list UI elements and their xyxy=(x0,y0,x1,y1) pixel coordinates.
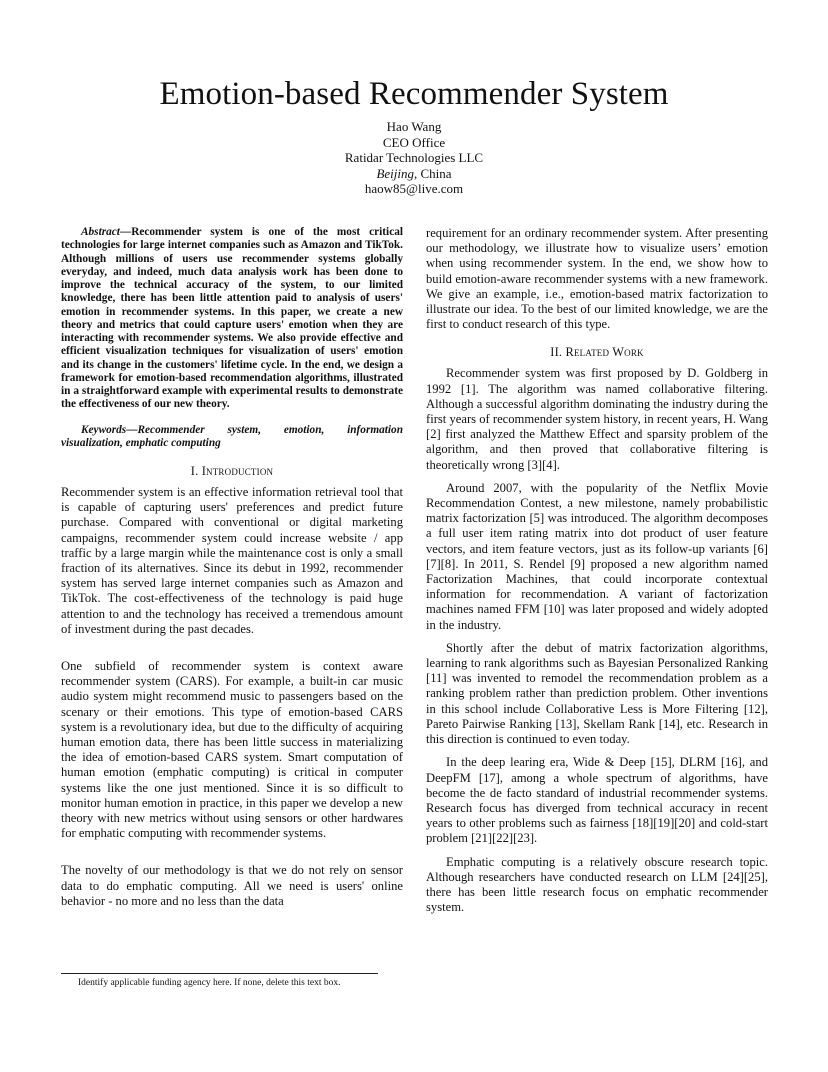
author-email: haow85@live.com xyxy=(364,181,464,197)
keywords-label: Keywords xyxy=(81,423,127,436)
related-paragraph-4: In the deep learing era, Wide & Deep [15], DLRM [16], and DeepFM [17], among a whole spectrum of algorithms, have become the de facto standard of industrial recommender systems. Research focus has diverged from technical accuracy in recent years to other problems such as fairness [18][19][20] and cold-start problem [21][22][23]. xyxy=(426,755,768,846)
related-paragraph-1: Recommender system was first proposed by D. Goldberg in 1992 [1]. The algorithm was named collaborative filtering. Although a successful algorithm dominating the industry during the first years of recommender system history, in recent years, H. Wang [2] first analyzed the Matthew Effect and sparsity problem of the algorithm, and then proved that collaborative filtering is theoretically wrong [3][4]. xyxy=(426,366,768,472)
related-paragraph-5: Emphatic computing is a relatively obscure research topic. Although researchers have conducted research on LLM [24][25], there has been little research focus on emphatic recommender system. xyxy=(426,854,768,915)
section-heading-related-work xyxy=(426,345,768,360)
author-block xyxy=(0,119,828,197)
abstract-text: Recommender system is one of the most critical technologies for large internet companies such as Amazon and TikTok. Although millions of users use recommender systems globally everyday, and indeed, much data analysis work has been done to improve the technical accuracy of the system, to our limited knowledge, there has been little attention paid to analysis of users' emotion in recommender systems. In this paper, we create a new theory and metrics that could capture users' emotion when they are interacting with recommender systems. We also provide effective and efficient visualization techniques for visualization of users' emotion and its change in the customers' lifetime cycle. In the end, we design a framework for emotion-based recommendation algorithms, illustrated in a straightforward example with experimental results to demonstrate the effectiveness of our new theory. xyxy=(61,226,403,411)
author-city: Beijing xyxy=(376,165,414,181)
abstract-label: Abstract xyxy=(81,226,120,238)
intro-paragraph-3: The novelty of our methodology is that we do not rely on sensor data to do emphatic computing. All we need is users' online behavior - no more and no less than the data xyxy=(61,863,403,908)
related-paragraph-3: Shortly after the debut of matrix factorization algorithms, learning to rank algorithms such as Bayesian Personalized Ranking [11] was invented to remodel the recommendation problem as a ranking problem rather than prediction problem. Other inventions in this school include Collaborative Less is More Filtering [12], Pareto Pairwise Ranking [13], Skellam Rank [14], etc. Research in this direction is continued to even today. xyxy=(426,640,768,747)
intro-paragraph-2: One subfield of recommender system is context aware recommender system (CARS). For example, a built-in car music audio system might recommend music to passengers based on the scenary or their emotions. This type of emotion-based CARS system is a revolutionary idea, but due to the difficulty of acquiring human emotion data, there has been little success in materializing the idea of emotion-based CARS system. Smart computation of human emotion (emphatic computing) is critical in computer systems like the one just mentioned. Since it is so difficult to monitor human emotion in practice, in this paper we develop a new theory with new metrics without using sensors or other hardwares for emphatic computing with recommender systems. xyxy=(61,659,403,841)
section-number: I. xyxy=(190,464,199,478)
keywords xyxy=(61,424,403,451)
author-dept: CEO Office xyxy=(382,134,446,150)
funding-footnote: Identify applicable funding agency here. If none, delete this text box. xyxy=(78,978,341,988)
abstract-dash: — xyxy=(119,226,132,238)
author-country: , China xyxy=(413,165,452,181)
footnote-divider xyxy=(61,973,378,974)
section-title: Related Work xyxy=(565,345,644,360)
abstract xyxy=(61,226,403,412)
section-title: Introduction xyxy=(201,464,274,478)
intro-paragraph-continuation: requirement for an ordinary recommender system. After presenting our methodology, we illustrate how to visualize users’ emotion when using recommender system. In the end, we show how to build emotion-aware recommender systems with a new framework. We give an example, i.e., emotion-based matrix factorization to illustrate our idea. To the best of our limited knowledge, we are the first to conduct research of this type. xyxy=(426,226,768,332)
author-location xyxy=(0,166,828,182)
section-heading-introduction xyxy=(61,464,403,479)
author-org: Ratidar Technologies LLC xyxy=(344,150,484,166)
related-paragraph-2: Around 2007, with the popularity of the Netflix Movie Recommendation Contest, a new milestone, namely probabilistic matrix factorization [5] was introduced. The algorithm decomposes a full user item rating matrix into dot product of user feature vectors, and item feature vectors, just as its follow-up variants [6][7][8]. In 2011, S. Rendel [9] proposed a new algorithm named Factorization Machines, that could incorporate contextual information for recommendation. A variant of factorization machines named FFM [10] was later proposed and widely adopted in the industry. xyxy=(426,480,768,632)
left-column xyxy=(61,226,403,909)
author-name: Hao Wang xyxy=(386,119,442,134)
right-column xyxy=(426,226,768,915)
paper-title: Emotion-based Recommender System xyxy=(159,76,669,112)
intro-paragraph-1: Recommender system is an effective information retrieval tool that is capable of capturing users' preferences and predict future purchase. Compared with conventional or digital marketing campaigns, recommender system could increase website / app traffic by a large margin while the maintenance cost is only a small fraction of its alternatives. Since its debut in 1992, recommender system has served large internet companies such as Amazon and TikTok. The cost-effectiveness of the technology is paid huge attention to and the technology has received a tremendous amount of investment during the past decades. xyxy=(61,485,403,636)
keywords-dash: — xyxy=(126,423,138,436)
keywords-text: Recommender system, emotion, information visualization, emphatic computing xyxy=(61,423,403,449)
section-number: II. xyxy=(550,345,563,360)
